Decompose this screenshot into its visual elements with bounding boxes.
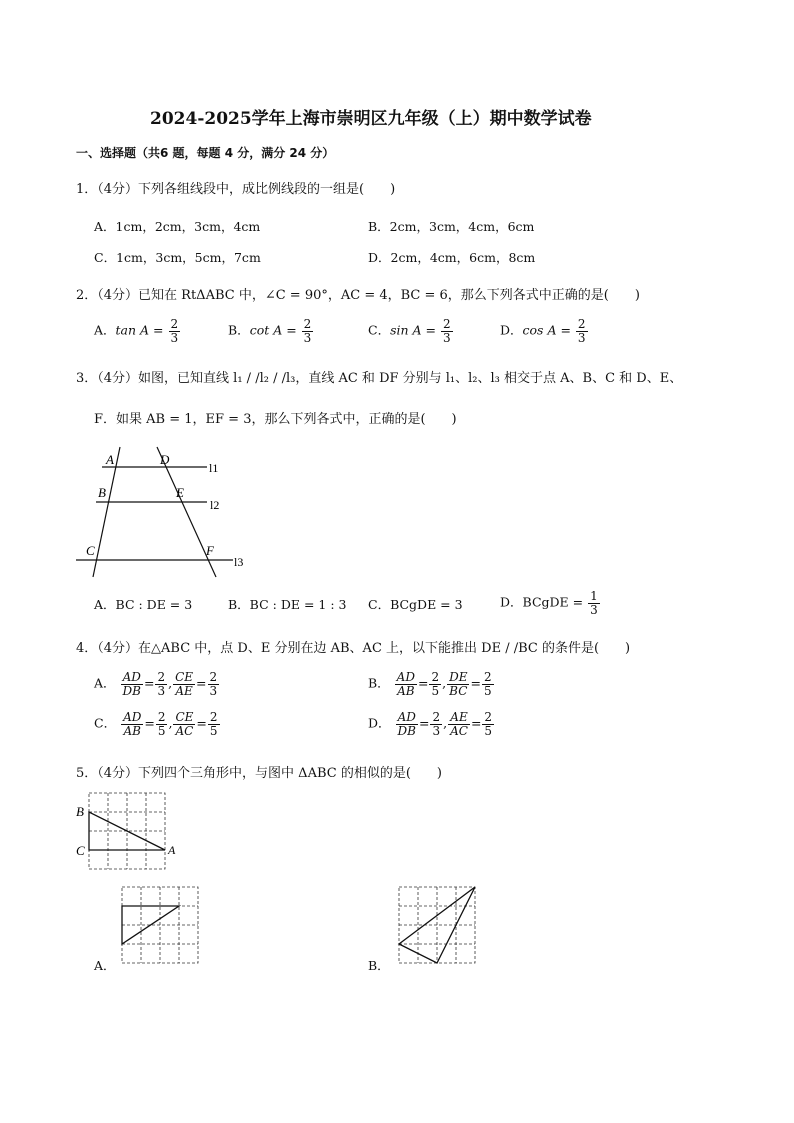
ref-point-b-label: B <box>76 804 84 819</box>
fraction <box>208 671 220 697</box>
q5-option-a-figure <box>118 883 202 967</box>
q4-a-label: A． <box>94 675 116 691</box>
ref-point-a-label: A <box>168 843 176 857</box>
numerator: AD <box>123 710 142 724</box>
denominator: 3 <box>157 683 166 698</box>
numerator: 2 <box>157 710 166 724</box>
numerator: AD <box>122 670 141 684</box>
q4-c-label: C． <box>94 715 117 731</box>
denominator: 5 <box>483 683 492 698</box>
q2-c-expr: sin A = <box>390 322 436 338</box>
question-1-stem: 1．（4分）下列各组线段中，成比例线段的一组是( ) <box>76 182 396 197</box>
question-3-stem-line2: F．如果 AB = 1，EF = 3，那么下列各式中，正确的是( ) <box>94 412 457 427</box>
q2-option-a[interactable] <box>94 318 181 344</box>
numerator: DE <box>449 670 468 684</box>
fraction <box>173 671 195 697</box>
q3-option-b[interactable]: B．BC : DE = 1 : 3 <box>228 597 347 612</box>
q4-b-label: B． <box>368 675 390 691</box>
question-4-stem: 4．（4分）在△ABC 中，点 D、E 分别在边 AB、AC 上，以下能推出 DE / /BC 的条件是( ) <box>76 641 631 656</box>
point-b-label: B <box>98 485 106 500</box>
fraction <box>447 671 469 697</box>
grid <box>122 887 198 963</box>
numerator: 2 <box>209 710 218 724</box>
denominator: 3 <box>590 602 598 617</box>
denominator: DB <box>122 683 141 698</box>
numerator: AD <box>397 710 416 724</box>
fraction <box>482 711 494 737</box>
fraction <box>173 711 195 737</box>
numerator: 2 <box>431 670 440 684</box>
numerator: 2 <box>577 317 586 331</box>
denominator: AC <box>175 723 194 738</box>
point-e-label: E <box>176 485 184 500</box>
q5-option-a[interactable]: A． <box>94 958 116 973</box>
section-heading: 一、选择题（共6 题，每题 4 分，满分 24 分） <box>76 146 335 160</box>
fraction <box>482 671 494 697</box>
denominator: 5 <box>209 723 218 738</box>
numerator: AD <box>396 670 415 684</box>
question-2-stem: 2．（4分）已知在 RtΔABC 中，∠C = 90°，AC = 4，BC = 6，那么下列各式中正确的是( ) <box>76 288 640 303</box>
l1-label: l1 <box>209 461 219 475</box>
fraction <box>430 711 442 737</box>
numerator: 2 <box>209 670 218 684</box>
numerator: 2 <box>484 710 493 724</box>
denominator: 3 <box>209 683 218 698</box>
q2-option-c[interactable] <box>368 318 454 344</box>
numerator: 2 <box>483 670 492 684</box>
point-f-label: F <box>206 543 214 558</box>
denominator: 3 <box>432 723 441 738</box>
question-5-stem: 5．（4分）下列四个三角形中，与图中 ΔABC 的相似的是( ) <box>76 766 442 781</box>
denominator: AC <box>450 723 468 738</box>
q2-a-expr: tan A = <box>115 322 164 338</box>
point-d-label: D <box>160 452 170 467</box>
q1-option-b[interactable]: B．2cm，3cm，4cm，6cm <box>368 219 535 234</box>
numerator: AE <box>450 710 468 724</box>
l2-label: l2 <box>210 498 220 512</box>
fraction <box>395 671 417 697</box>
numerator: CE <box>175 670 194 684</box>
q5-reference-triangle-figure <box>72 790 184 874</box>
q1-option-c[interactable]: C．1cm，3cm，5cm，7cm <box>94 250 261 265</box>
grid <box>399 887 475 963</box>
q2-b-expr: cot A = <box>249 322 297 338</box>
point-c-label: C <box>86 543 95 558</box>
numerator: CE <box>175 710 194 724</box>
q3-option-d[interactable] <box>500 590 601 616</box>
q4-option-b[interactable]: B． $\frac{AD}{AB}$ = $\frac{2}{5}$ , $\frac{DE}{BC}$ = $\frac{2}{5}$ <box>368 670 492 698</box>
point-a-label: A <box>106 452 114 467</box>
q3-option-c[interactable]: C．BCgDE = 3 <box>368 597 463 612</box>
q2-c-label: C． <box>368 322 391 338</box>
q2-b-fraction <box>302 318 314 344</box>
denominator: 3 <box>577 330 586 345</box>
ref-point-c-label: C <box>76 843 85 858</box>
denominator: 5 <box>484 723 493 738</box>
numerator: 2 <box>157 670 166 684</box>
q2-c-fraction <box>441 318 453 344</box>
fraction <box>448 711 470 737</box>
q4-option-d[interactable]: D． $\frac{AD}{DB}$ = $\frac{2}{3}$ , $\frac{AE}{AC}$ = $\frac{2}{5}$ <box>368 710 493 738</box>
denominator: AE <box>175 683 193 698</box>
numerator: 2 <box>432 710 441 724</box>
page-title: 2024-2025学年上海市崇明区九年级（上）期中数学试卷 <box>150 109 592 129</box>
q2-b-label: B． <box>228 322 250 338</box>
numerator: 2 <box>303 317 312 331</box>
q4-option-a[interactable]: A． $\frac{AD}{DB}$ = $\frac{2}{3}$ , $\frac{CE}{AE}$ = $\frac{2}{3}$ <box>94 670 218 698</box>
q3-d-label: D．BCgDE = <box>500 594 584 610</box>
q2-option-b[interactable] <box>228 318 314 344</box>
fraction <box>155 671 167 697</box>
fraction <box>156 711 168 737</box>
fraction <box>121 711 143 737</box>
q2-d-label: D． <box>500 322 523 338</box>
fraction <box>429 671 441 697</box>
q5-option-b[interactable]: B． <box>368 958 390 973</box>
q1-option-d[interactable]: D．2cm，4cm，6cm，8cm <box>368 250 536 265</box>
denominator: DB <box>397 723 416 738</box>
numerator: 1 <box>590 589 598 603</box>
q3-parallel-lines-figure <box>70 445 260 585</box>
q4-d-label: D． <box>368 715 391 731</box>
q3-option-a[interactable]: A．BC : DE = 3 <box>94 597 193 612</box>
q2-d-fraction <box>576 318 588 344</box>
q4-option-c[interactable]: C． $\frac{AD}{AB}$ = $\frac{2}{5}$ , $\frac{CE}{AC}$ = $\frac{2}{5}$ <box>94 710 218 738</box>
l3-label: l3 <box>234 555 244 569</box>
denominator: BC <box>449 683 468 698</box>
denominator: 3 <box>303 330 312 345</box>
q5-option-b-figure <box>395 883 479 967</box>
denominator: 5 <box>157 723 166 738</box>
numerator: 2 <box>170 317 179 331</box>
denominator: AB <box>397 683 415 698</box>
denominator: 5 <box>431 683 440 698</box>
denominator: AB <box>123 723 141 738</box>
q2-option-d[interactable] <box>500 318 589 344</box>
q2-a-fraction <box>169 318 181 344</box>
q3-d-fraction <box>588 590 600 616</box>
fraction <box>396 711 418 737</box>
denominator: 3 <box>442 330 451 345</box>
q2-a-label: A． <box>94 322 116 338</box>
numerator: 2 <box>442 317 451 331</box>
q1-option-a[interactable]: A．1cm，2cm，3cm，4cm <box>94 219 261 234</box>
triangle-option-a <box>122 906 179 944</box>
fraction <box>208 711 220 737</box>
fraction <box>121 671 143 697</box>
denominator: 3 <box>170 330 179 345</box>
question-3-stem-line1: 3．（4分）如图，已知直线 l₁ / /l₂ / /l₃，直线 AC 和 DF 分别与 l₁、l₂、l₃ 相交于点 A、B、C 和 D、E、 <box>76 371 683 386</box>
q2-d-expr: cos A = <box>522 322 571 338</box>
